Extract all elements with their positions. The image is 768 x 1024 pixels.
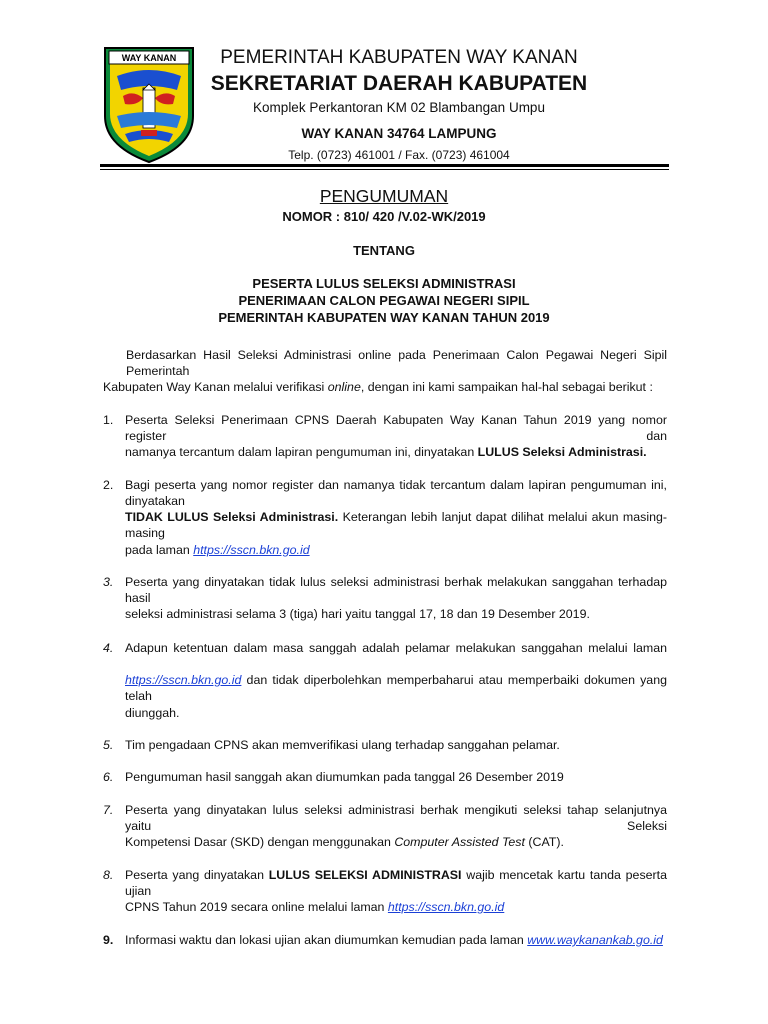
item-8-line-2: CPNS Tahun 2019 secara online melalui laman https://sscn.bkn.go.id [125, 900, 505, 914]
item-number: 2. [103, 478, 114, 492]
subject-line-2: PENERIMAAN CALON PEGAWAI NEGERI SIPIL [238, 293, 530, 308]
item-4-line-1: Adapun ketentuan dalam masa sanggah adalah pelamar melakukan sanggahan melalui laman [125, 641, 667, 655]
city-postal-code: WAY KANAN 34764 LAMPUNG [301, 126, 497, 141]
subject-heading [100, 275, 668, 326]
sscn-link[interactable]: https://sscn.bkn.go.id [193, 543, 310, 557]
office-address: Komplek Perkantoran KM 02 Blambangan Umpu [253, 100, 545, 115]
subject-label: TENTANG [353, 243, 415, 258]
phone-fax: Telp. (0723) 461001 / Fax. (0723) 461004 [288, 148, 510, 162]
item-4-line-3: diunggah. [125, 706, 180, 720]
intro-line-2: Kabupaten Way Kanan melalui verifikasi online, dengan ini kami sampaikan hal-hal sebagai berikut : [103, 380, 653, 394]
item-number: 1. [103, 413, 114, 427]
subject-line-3: PEMERINTAH KABUPATEN WAY KANAN TAHUN 2019 [218, 310, 550, 325]
government-name: PEMERINTAH KABUPATEN WAY KANAN [220, 47, 578, 68]
waykanankab-link[interactable]: www.waykanankab.go.id [527, 933, 663, 947]
item-2-line-3: pada laman https://sscn.bkn.go.id [125, 543, 310, 557]
item-1-line-2: namanya tercantum dalam lapiran pengumuman ini, dinyatakan LULUS Seleksi Administrasi. [125, 445, 647, 459]
item-number: 4. [103, 641, 114, 655]
item-3-line-1: Peserta yang dinyatakan tidak lulus seleksi administrasi berhak melakukan sanggahan terhadap hasil [125, 575, 667, 605]
sscn-link[interactable]: https://sscn.bkn.go.id [125, 673, 242, 687]
svg-text:WAY KANAN: WAY KANAN [121, 53, 177, 63]
item-6-line-1: Pengumuman hasil sanggah akan diumumkan pada tanggal 26 Desember 2019 [125, 770, 564, 784]
item-8-line-1: Peserta yang dinyatakan LULUS SELEKSI ADMINISTRASI wajib mencetak kartu tanda peserta ujian [125, 868, 667, 898]
item-number: 3. [103, 575, 114, 589]
sscn-link[interactable]: https://sscn.bkn.go.id [387, 900, 505, 914]
way-kanan-emblem-logo [103, 46, 195, 164]
reference-number: NOMOR : 810/ 420 /V.02-WK/2019 [282, 209, 486, 224]
item-5-line-1: Tim pengadaan CPNS akan memverifikasi ulang terhadap sanggahan pelamar. [125, 738, 560, 752]
intro-line-1: Berdasarkan Hasil Seleksi Administrasi online pada Penerimaan Calon Pegawai Negeri Sipil Pemerintah [126, 348, 667, 378]
item-3-line-2: seleksi administrasi selama 3 (tiga) hari yaitu tanggal 17, 18 dan 19 Desember 2019. [125, 607, 590, 621]
secretariat-name: SEKRETARIAT DAERAH KABUPATEN [210, 72, 588, 95]
announcement-title: PENGUMUMAN [319, 186, 449, 206]
item-number: 9. [103, 933, 114, 947]
letterhead-divider-thin [100, 169, 669, 170]
item-number: 6. [103, 770, 114, 784]
subject-line-1: PESERTA LULUS SELEKSI ADMINISTRASI [252, 276, 516, 291]
item-7-line-2: Kompetensi Dasar (SKD) dengan menggunakan Computer Assisted Test (CAT). [125, 835, 564, 849]
item-1-line-1: Peserta Seleksi Penerimaan CPNS Daerah Kabupaten Way Kanan Tahun 2019 yang nomor register dan [125, 413, 667, 443]
item-7-line-1: Peserta yang dinyatakan lulus seleksi administrasi berhak mengikuti seleksi tahap selanjutnya yaitu Seleksi [125, 803, 667, 833]
item-number: 7. [103, 803, 114, 817]
item-2-line-1: Bagi peserta yang nomor register dan namanya tidak tercantum dalam lapiran pengumuman ini, dinyatakan [125, 478, 667, 508]
item-4-line-2: https://sscn.bkn.go.id dan tidak diperbolehkan memperbaharui atau memperbaiki dokumen yang telah [125, 673, 667, 703]
item-number: 5. [103, 738, 114, 752]
item-number: 8. [103, 868, 114, 882]
item-2-line-2: TIDAK LULUS Seleksi Administrasi. Keterangan lebih lanjut dapat dilihat melalui akun masing-masing [125, 510, 667, 540]
letterhead-divider-thick [100, 164, 669, 167]
letterhead [200, 46, 598, 163]
item-9-line-1: Informasi waktu dan lokasi ujian akan diumumkan kemudian pada laman www.waykanankab.go.id [125, 933, 663, 947]
